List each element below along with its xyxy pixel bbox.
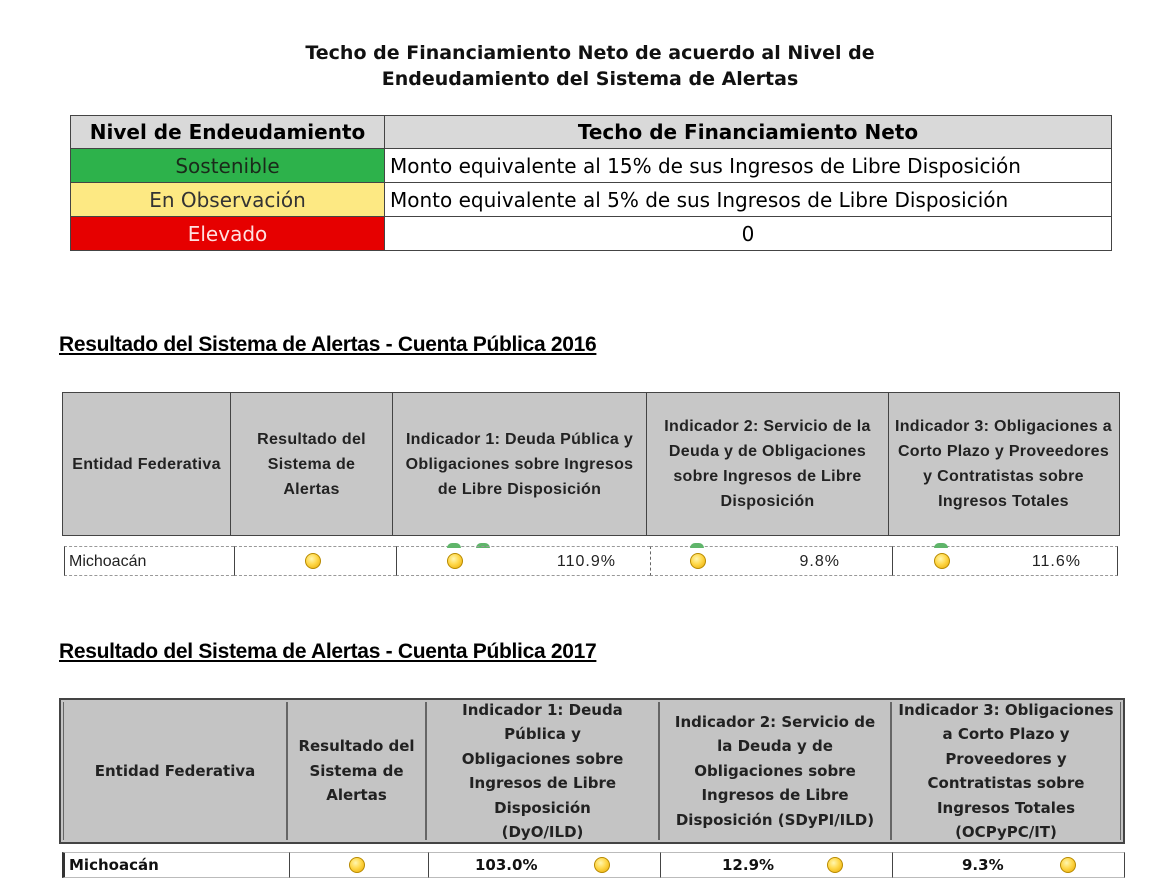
ceiling-row-sostenible: [71, 149, 1112, 183]
yellow-alert-dot-icon: [827, 857, 843, 873]
header-nivel-endeudamiento: Nivel de Endeudamiento: [71, 116, 385, 149]
header-techo-financiamiento: Techo de Financiamiento Neto: [385, 116, 1112, 149]
t16-entity-cell: [64, 546, 234, 576]
t16-ind2-cell: [650, 546, 892, 576]
table-row: [62, 852, 1125, 878]
t16-header-indicador-3: Indicador 3: Obligaciones a Corto Plazo y Proveedores y Contratistas sobre Ingresos Totales: [894, 418, 1113, 510]
t17-header-entidad: Entidad Federativa: [63, 702, 287, 840]
t17-ind2-cell: [660, 852, 892, 878]
t16-header-indicador-2: Indicador 2: Servicio de la Deuda y de Obligaciones sobre Ingresos de Libre Disposición: [647, 393, 889, 535]
yellow-alert-dot-icon: [349, 857, 365, 873]
t17-ind2-value: 12.9%: [722, 856, 775, 874]
t16-entity-name: Michoacán: [69, 553, 147, 570]
t17-ind1-value: 103.0%: [475, 856, 538, 874]
heading-cuenta-publica-2016: Resultado del Sistema de Alertas - Cuenta Pública 2016: [59, 333, 597, 356]
t17-ind3-value: 9.3%: [962, 856, 1004, 874]
table-2016-header: [62, 392, 1120, 536]
yellow-alert-dot-icon: [594, 857, 610, 873]
table-2017-header: [59, 698, 1125, 844]
yellow-alert-dot-icon: [305, 553, 321, 569]
ceiling-en-observacion: Monto equivalente al 5% de sus Ingresos de Libre Disposición: [385, 183, 1112, 217]
t17-header-resultado: Resultado del Sistema de Alertas: [287, 702, 426, 840]
t16-header-indicador-1: Indicador 1: Deuda Pública y Obligaciones sobre Ingresos de Libre Disposición: [393, 393, 647, 535]
green-dot-fragment-icon: [934, 543, 948, 548]
ceiling-sostenible: Monto equivalente al 15% de sus Ingresos de Libre Disposición: [385, 149, 1112, 183]
t16-result-cell: [234, 546, 396, 576]
ceiling-table-header-row: [71, 116, 1112, 149]
t17-entity-name: Michoacán: [69, 856, 159, 874]
t17-header-indicador-3: Indicador 3: Obligaciones a Corto Plazo y Proveedores y Contratistas sobre Ingresos Totales (OCPyPC/IT): [891, 702, 1121, 840]
level-sostenible: Sostenible: [71, 149, 385, 183]
document-title-line-2: Endeudamiento del Sistema de Alertas: [381, 68, 799, 90]
t17-entity-cell: [62, 852, 289, 878]
yellow-alert-dot-icon: [690, 553, 706, 569]
yellow-alert-dot-icon: [934, 553, 950, 569]
heading-cuenta-publica-2017: Resultado del Sistema de Alertas - Cuenta Pública 2017: [59, 640, 597, 663]
t17-ind1-cell: [428, 852, 660, 878]
level-elevado: Elevado: [71, 217, 385, 251]
ceiling-elevado: 0: [385, 217, 1112, 251]
t16-ind3-cell: [892, 546, 1118, 576]
green-dot-fragment-icon: [690, 543, 704, 548]
document-title-line-1: Techo de Financiamiento Neto de acuerdo al Nivel de: [305, 42, 875, 64]
t17-header-indicador-1: Indicador 1: Deuda Pública y Obligaciones sobre Ingresos de Libre Disposición (DyO/ILD): [426, 702, 659, 840]
level-en-observacion: En Observación: [71, 183, 385, 217]
document-title: [240, 40, 940, 92]
t16-ind3-value: 11.6%: [1031, 553, 1081, 570]
yellow-alert-dot-icon: [447, 553, 463, 569]
t16-header-entidad: Entidad Federativa: [63, 393, 231, 535]
t16-ind2-value: 9.8%: [799, 553, 840, 570]
t16-header-resultado: Resultado del Sistema de Alertas: [231, 393, 393, 535]
green-dot-fragment-icon: [447, 543, 461, 548]
table-row: [64, 546, 1118, 576]
yellow-alert-dot-icon: [1060, 857, 1076, 873]
ceiling-row-observacion: [71, 183, 1112, 217]
t17-ind3-cell: [892, 852, 1125, 878]
t17-result-cell: [289, 852, 428, 878]
t16-ind1-value: 110.9%: [556, 553, 616, 570]
ceiling-row-elevado: [71, 217, 1112, 251]
t17-header-indicador-2: Indicador 2: Servicio de la Deuda y de Obligaciones sobre Ingresos de Libre Disposición (SDyPI/ILD): [659, 702, 891, 840]
t16-ind1-cell: [396, 546, 650, 576]
ceiling-table: [70, 115, 1112, 251]
